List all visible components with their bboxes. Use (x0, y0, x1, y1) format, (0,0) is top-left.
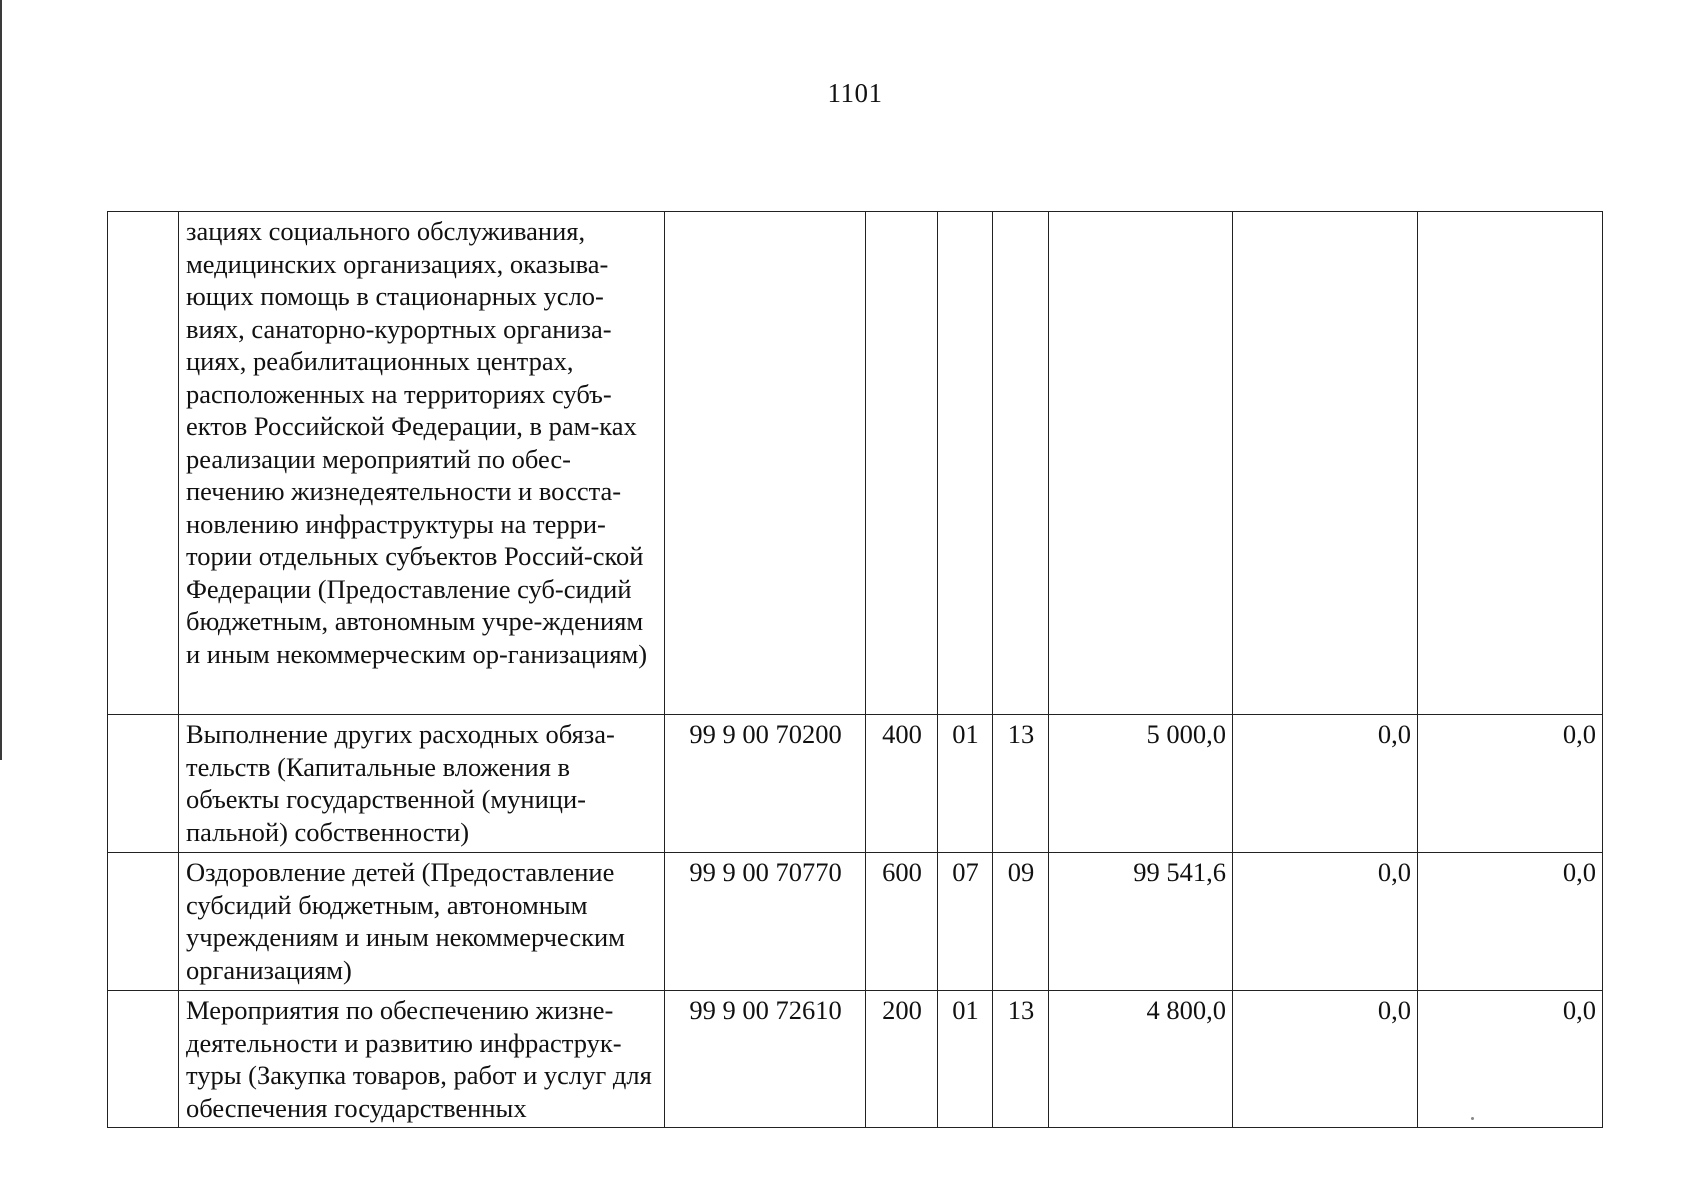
row-number-cell (108, 715, 179, 853)
expense-type-cell: 400 (866, 715, 938, 853)
table-row (108, 853, 1603, 991)
amount-2-cell (1233, 212, 1418, 715)
expense-name-cell: Оздоровление детей (Предоставление субсидий бюджетным, автономным учреждениям и иным некоммерческим организациям) (179, 853, 665, 991)
amount-2-cell: 0,0 (1233, 853, 1418, 991)
amount-1-cell (1049, 212, 1233, 715)
scan-speck (1471, 1117, 1474, 1120)
budget-table (107, 211, 1603, 1128)
subsection-cell: 13 (993, 991, 1049, 1128)
amount-3-cell: 0,0 (1418, 715, 1603, 853)
row-number-cell (108, 991, 179, 1128)
expense-name-cell: зациях социального обслуживания, медицинских организациях, оказыва-ющих помощь в стационарных усло-виях, санаторно-курортных организа-циях, реабилитационных центрах, расположенных на территориях субъ-ектов Российской Федерации, в рам-ках реализации мероприятий по обес-печению жизнедеятельности и восста-новлению инфраструктуры на терри-тории отдельных субъектов Россий-ской Федерации (Предоставление суб-сидий бюджетным, автономным учре-ждениям и иным некоммерческим ор-ганизациям) (179, 212, 665, 715)
table-row (108, 212, 1603, 715)
amount-1-cell: 99 541,6 (1049, 853, 1233, 991)
expense-type-cell: 600 (866, 853, 938, 991)
target-code-cell: 99 9 00 70200 (665, 715, 866, 853)
subsection-cell (993, 212, 1049, 715)
page-number: 1101 (827, 78, 883, 108)
amount-3-cell (1418, 212, 1603, 715)
expense-name-cell: Мероприятия по обеспечению жизне-деятельности и развитию инфраструк-туры (Закупка товаров, работ и услуг для обеспечения государственных (179, 991, 665, 1128)
subsection-cell: 09 (993, 853, 1049, 991)
row-number-cell (108, 853, 179, 991)
subsection-cell: 13 (993, 715, 1049, 853)
expense-type-cell (866, 212, 938, 715)
amount-2-cell: 0,0 (1233, 715, 1418, 853)
table-row (108, 715, 1603, 853)
section-cell (938, 212, 993, 715)
amount-1-cell: 4 800,0 (1049, 991, 1233, 1128)
amount-3-cell: 0,0 (1418, 853, 1603, 991)
amount-2-cell: 0,0 (1233, 991, 1418, 1128)
table-row (108, 991, 1603, 1128)
expense-type-cell: 200 (866, 991, 938, 1128)
scan-edge-line (0, 0, 2, 760)
amount-1-cell: 5 000,0 (1049, 715, 1233, 853)
target-code-cell: 99 9 00 72610 (665, 991, 866, 1128)
amount-3-cell: 0,0 (1418, 991, 1603, 1128)
target-code-cell (665, 212, 866, 715)
row-number-cell (108, 212, 179, 715)
section-cell: 07 (938, 853, 993, 991)
section-cell: 01 (938, 715, 993, 853)
expense-name-cell: Выполнение других расходных обяза-тельств (Капитальные вложения в объекты государственной (муници-пальной) собственности) (179, 715, 665, 853)
target-code-cell: 99 9 00 70770 (665, 853, 866, 991)
section-cell: 01 (938, 991, 993, 1128)
